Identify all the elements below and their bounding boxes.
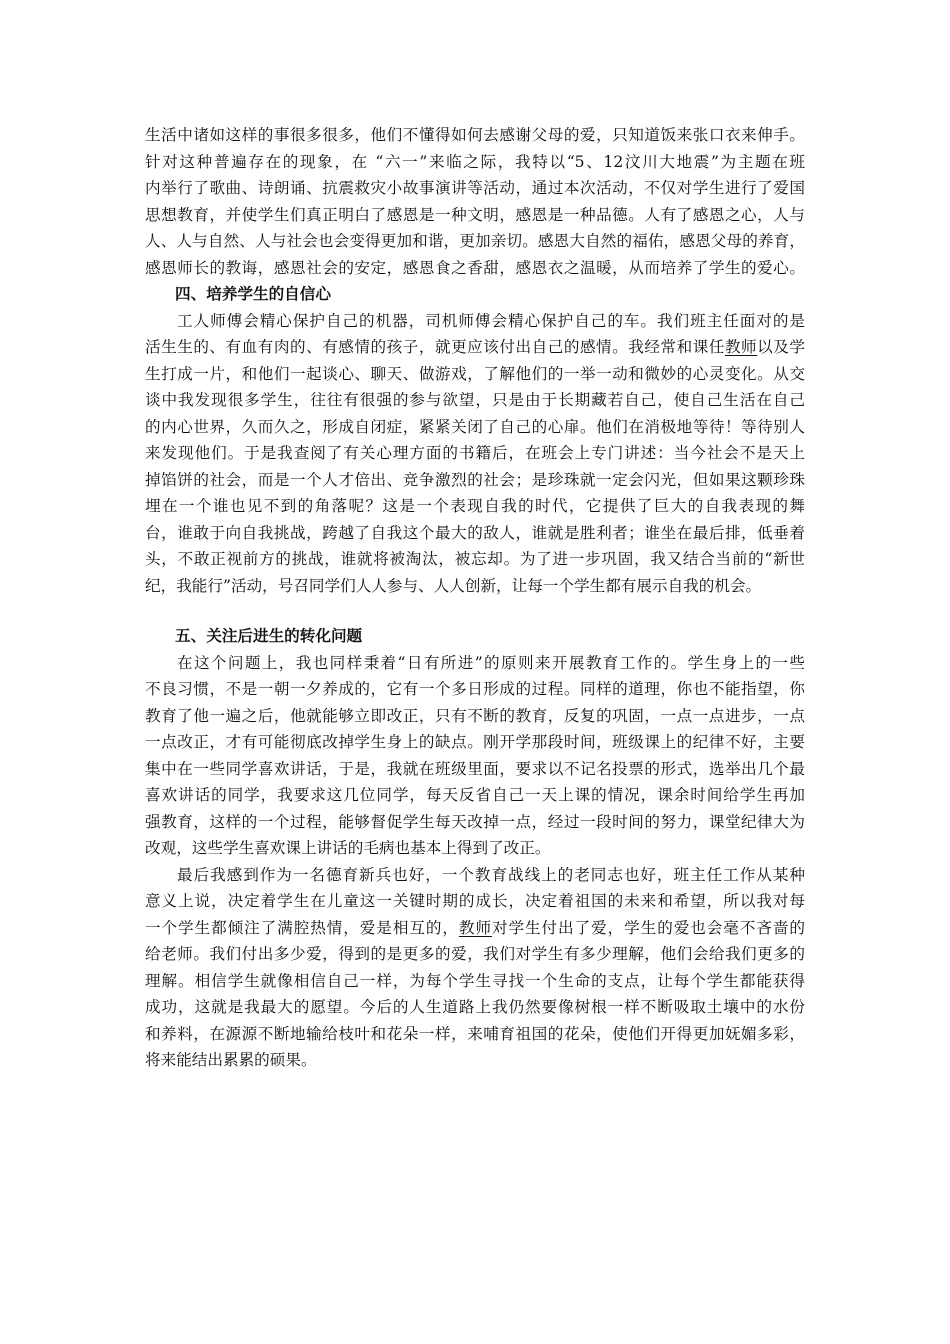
paragraph-line: 最后我感到作为一名德育新兵也好，一个教育战线上的老同志也好，班主任工作从某种 bbox=[177, 865, 805, 884]
teacher-link-text: 教师 bbox=[458, 918, 492, 937]
paragraph-line: 的内心世界，久而久之，形成自闭症，紧紧关闭了自己的心扉。他们在消极地等待！等待别人 bbox=[145, 417, 805, 436]
paragraph-line: 思想教育，并使学生们真正明白了感恩是一种文明，感恩是一种品德。人有了感恩之心，人与 bbox=[145, 205, 805, 224]
paragraph-line: 集中在一些同学喜欢讲话，于是，我就在班级里面，要求以不记名投票的形式，选举出几个最 bbox=[145, 759, 805, 778]
paragraph-line: 给老师。我们付出多少爱，得到的是更多的爱，我们对学生有多少理解，他们会给我们更多的 bbox=[145, 945, 805, 963]
paragraph-line: 内举行了歌曲、诗朗诵、抗震救灾小故事演讲等活动，通过本次活动，不仅对学生进行了爱国 bbox=[145, 179, 805, 197]
paragraph-line: 针对这种普遍存在的现象，在 “六一”来临之际，我特以“5、12汶川大地震”为主题在班 bbox=[145, 152, 805, 171]
paragraph-line bbox=[145, 334, 805, 361]
paragraph-line: 教育了他一遍之后，他就能够立即改正，只有不断的教育，反复的巩固，一点一点进步，一点 bbox=[145, 706, 805, 725]
paragraph-line: 改观，这些学生喜欢课上讲话的毛病也基本上得到了改正。 bbox=[145, 839, 551, 857]
section-5-heading: 五、关注后进生的转化问题 bbox=[175, 626, 363, 645]
paragraph-line bbox=[145, 915, 805, 942]
paragraph-line: 将来能结出累累的硕果。 bbox=[145, 1051, 317, 1069]
paragraph-line: 生打成一片，和他们一起谈心、聊天、做游戏，了解他们的一举一动和微妙的心灵变化。从交 bbox=[145, 364, 805, 383]
paragraph-line: 一点改正，才有可能彻底改掉学生身上的缺点。刚开学那段时间，班级课上的纪律不好，主要 bbox=[145, 733, 805, 751]
paragraph-spacer bbox=[145, 599, 805, 623]
section-4-paragraph bbox=[145, 308, 805, 600]
paragraph-line: 意义上说，决定着学生在儿童这一关键时期的成长，决定着祖国的未来和希望，所以我对每 bbox=[145, 892, 805, 910]
paragraph-text: 活生生的、有血有肉的、有感情的孩子，就更应该付出自己的感情。我经常和课任 bbox=[145, 338, 725, 356]
paragraph-line: 台，谁敢于向自我挑战，跨越了自我这个最大的敌人，谁就是胜利者；谁坐在最后排，低垂着 bbox=[145, 523, 805, 542]
paragraph-line: 人、人与自然、人与社会也会变得更加和谐，更加亲切。感恩大自然的福佑，感恩父母的养育， bbox=[145, 232, 805, 250]
section-4-heading: 四、培养学生的自信心 bbox=[175, 284, 331, 303]
paragraph-line: 不良习惯，不是一朝一夕养成的，它有一个多日形成的过程。同样的道理，你也不能指望，你 bbox=[145, 680, 805, 698]
paragraph-text: 以及学 bbox=[757, 338, 805, 356]
paragraph-text: 一个学生都倾注了满腔热情，爱是相互的， bbox=[145, 918, 459, 937]
paragraph-line: 生活中诸如这样的事很多很多，他们不懂得如何去感谢父母的爱，只知道饭来张口衣来伸手。 bbox=[145, 126, 805, 144]
paragraph-line: 纪，我能行”活动，号召同学们人人参与、人人创新，让每一个学生都有展示自我的机会。 bbox=[145, 576, 762, 595]
paragraph-line: 强教育，这样的一个过程，能够督促学生每天改掉一点，经过一段时间的努力，课堂纪律大为 bbox=[145, 812, 805, 831]
paragraph-line: 埋在一个谁也见不到的角落呢？这是一个表现自我的时代，它提供了巨大的自我表现的舞 bbox=[145, 497, 805, 515]
document-page bbox=[145, 122, 805, 1074]
paragraph-line: 工人师傅会精心保护自己的机器，司机师傅会精心保护自己的车。我们班主任面对的是 bbox=[177, 311, 805, 330]
paragraph-line: 理解。相信学生就像相信自己一样，为每个学生寻找一个生命的支点，让每个学生都能获得 bbox=[145, 971, 805, 990]
section-5-paragraph bbox=[145, 650, 805, 862]
paragraph-line: 掉馅饼的社会，而是一个人才倍出、竞争激烈的社会；是珍珠就一定会闪光，但如果这颗珍珠 bbox=[145, 470, 805, 489]
teacher-link-text: 教师 bbox=[724, 338, 758, 356]
conclusion-paragraph bbox=[145, 862, 805, 1074]
paragraph-line: 成功，这就是我最大的愿望。今后的人生道路上我仍然要像树根一样不断吸取土壤中的水份 bbox=[145, 998, 805, 1016]
paragraph-line: 感恩师长的教诲，感恩社会的安定，感恩食之香甜，感恩衣之温暖，从而培养了学生的爱心。 bbox=[145, 258, 805, 277]
paragraph-line: 来发现他们。于是我查阅了有关心理方面的书籍后，在班会上专门讲述：当今社会不是天上 bbox=[145, 444, 805, 462]
paragraph-line: 喜欢讲话的同学，我要求这几位同学，每天反省自己一天上课的情况，课余时间给学生再加 bbox=[145, 786, 805, 804]
paragraph-line: 头，不敢正视前方的挑战，谁就将被淘汰，被忘却。为了进一步巩固，我又结合当前的“新世 bbox=[145, 550, 805, 568]
paragraph-line: 在这个问题上，我也同样秉着“日有所进”的原则来开展教育工作的。学生身上的一些 bbox=[177, 653, 805, 672]
paragraph-line: 和养料，在源源不断地输给枝叶和花朵一样，来哺育祖国的花朵，使他们开得更加妩媚多彩， bbox=[145, 1024, 805, 1043]
paragraph-line: 谈中我发现很多学生，往往有很强的参与欲望，只是由于长期藏若自己，使自己生活在自己 bbox=[145, 391, 805, 409]
paragraph-text: 对学生付出了爱，学生的爱也会毫不吝啬的 bbox=[491, 918, 805, 937]
section-3-tail-paragraph bbox=[145, 122, 805, 281]
